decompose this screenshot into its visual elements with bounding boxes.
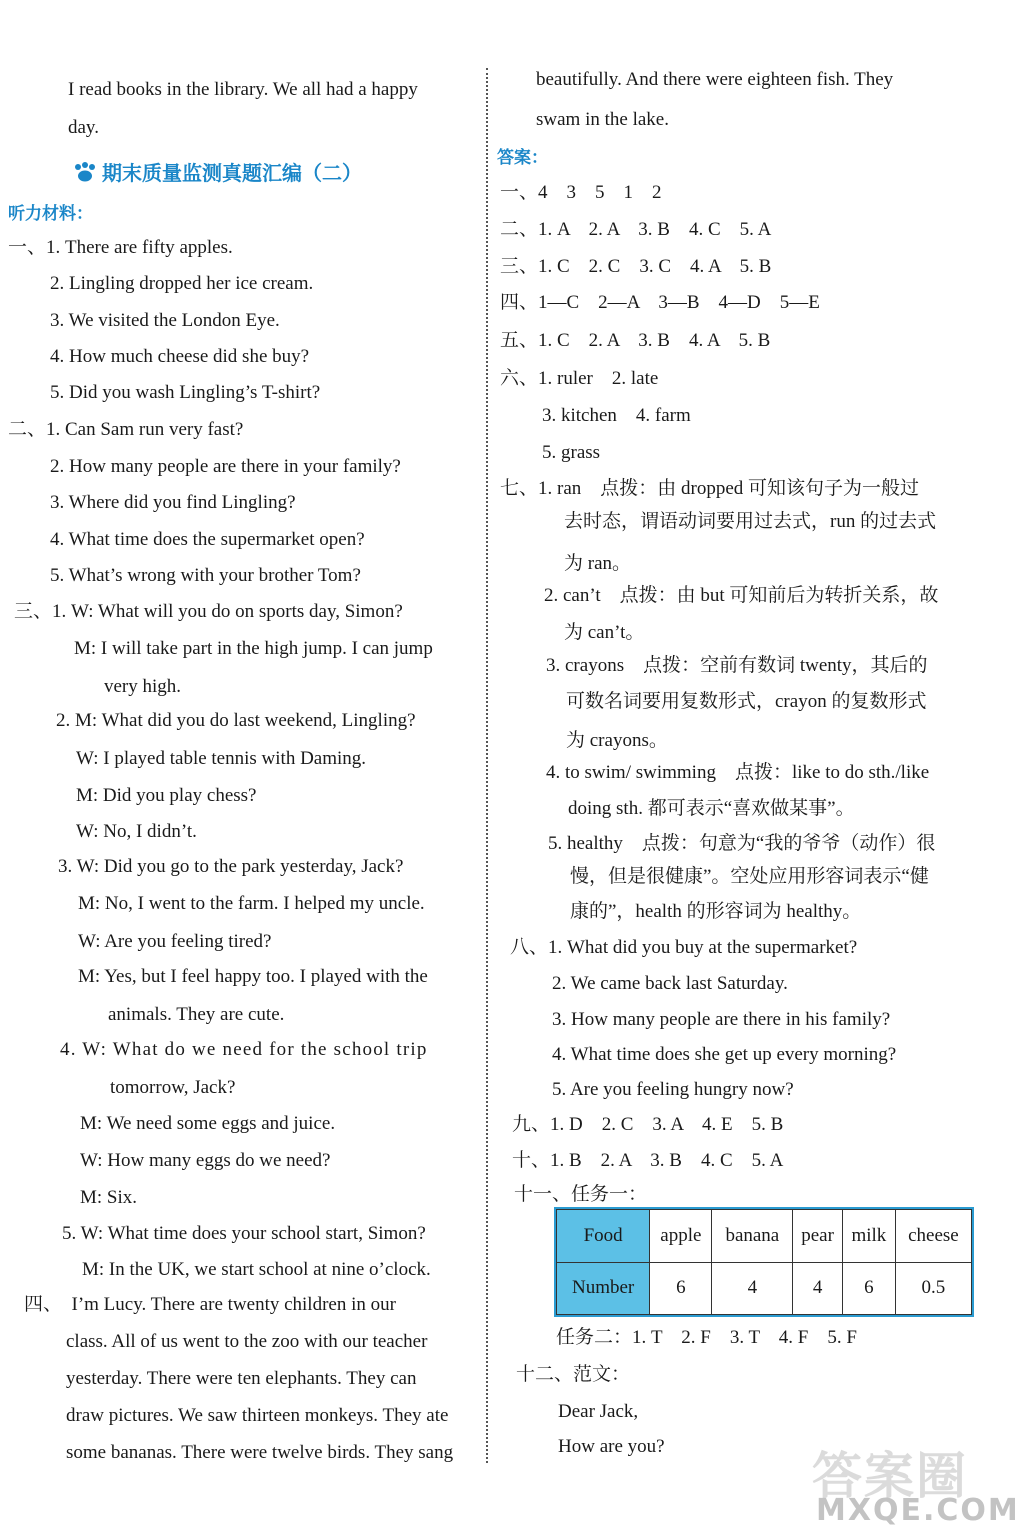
answer-line: 为 can’t。 bbox=[564, 622, 645, 643]
table-cell: apple bbox=[650, 1210, 712, 1263]
section-title-text: 期末质量监测真题汇编（二） bbox=[102, 161, 362, 185]
letter-line: Dear Jack, bbox=[558, 1401, 639, 1422]
answer-line: 去时态，谓语动词要用过去式，run 的过去式 bbox=[564, 511, 937, 532]
answer-line: 六、1. ruler 2. late bbox=[500, 368, 659, 389]
table-cell: pear bbox=[793, 1210, 843, 1263]
listening-line: 一、1. There are fifty apples. bbox=[8, 237, 233, 258]
table-cell: 0.5 bbox=[895, 1262, 971, 1315]
table-header-cell: Food bbox=[557, 1210, 650, 1263]
table-row bbox=[557, 1210, 972, 1263]
column-divider bbox=[486, 68, 488, 1463]
passage-line: yesterday. There were ten elephants. They can bbox=[66, 1368, 417, 1389]
dialog-line: 三、1. W: What will you do on sports day, Simon? bbox=[14, 601, 403, 622]
answer-line: 七、1. ran 点拨：由 dropped 可知该句子为一般过 bbox=[500, 478, 920, 499]
table-row bbox=[557, 1262, 972, 1315]
table-cell: cheese bbox=[895, 1210, 971, 1263]
listening-line: 4. What time does the supermarket open? bbox=[50, 529, 365, 550]
passage-line: draw pictures. We saw thirteen monkeys. They ate bbox=[66, 1405, 449, 1426]
table-cell: banana bbox=[712, 1210, 793, 1263]
dialog-line: 5. W: What time does your school start, Simon? bbox=[62, 1223, 426, 1244]
paw-icon bbox=[72, 161, 98, 183]
answer-line: 为 crayons。 bbox=[566, 730, 668, 751]
dialog-line: M: No, I went to the farm. I helped my uncle. bbox=[78, 893, 425, 914]
listening-label: 听力材料： bbox=[8, 204, 93, 224]
answers-label: 答案： bbox=[497, 148, 548, 168]
dialog-line: tomorrow, Jack? bbox=[110, 1077, 236, 1098]
table-cell: 4 bbox=[793, 1262, 843, 1315]
answer-line: 5. healthy 点拨：句意为“我的爷爷（动作）很 bbox=[548, 833, 936, 854]
answer-line: 八、1. What did you buy at the supermarket? bbox=[510, 937, 858, 958]
dialog-line: W: No, I didn’t. bbox=[76, 821, 197, 842]
table-cell: 6 bbox=[842, 1262, 895, 1315]
listening-line: 3. We visited the London Eye. bbox=[50, 310, 280, 331]
passage-line: class. All of us went to the zoo with our teacher bbox=[66, 1331, 428, 1352]
listening-line: 3. Where did you find Lingling? bbox=[50, 492, 296, 513]
table-cell: milk bbox=[842, 1210, 895, 1263]
listening-line: 2. Lingling dropped her ice cream. bbox=[50, 273, 314, 294]
answer-line: 3. kitchen 4. farm bbox=[542, 405, 691, 426]
dialog-line: M: Yes, but I feel happy too. I played with the bbox=[78, 966, 428, 987]
answer-line: 五、1. C 2. A 3. B 4. A 5. B bbox=[500, 330, 771, 351]
dialog-line: M: We need some eggs and juice. bbox=[80, 1113, 336, 1134]
listening-line: 2. How many people are there in your family? bbox=[50, 456, 401, 477]
answer-line: 三、1. C 2. C 3. C 4. A 5. B bbox=[500, 256, 772, 277]
dialog-line: 4. W: What do we need for the school trip bbox=[60, 1039, 428, 1060]
answer-line: 任务二：1. T 2. F 3. T 4. F 5. F bbox=[556, 1327, 857, 1348]
watermark-url: MXQE.COM bbox=[816, 1493, 1020, 1528]
dialog-line: W: Are you feeling tired? bbox=[78, 931, 272, 952]
answer-line: 2. can’t 点拨：由 but 可知前后为转折关系，故 bbox=[544, 585, 939, 606]
answer-line: 九、1. D 2. C 3. A 4. E 5. B bbox=[512, 1114, 784, 1135]
intro-line: I read books in the library. We all had a happy bbox=[68, 79, 418, 100]
listening-line: 二、1. Can Sam run very fast? bbox=[8, 419, 244, 440]
intro-line: beautifully. And there were eighteen fish. They bbox=[536, 69, 894, 90]
answer-line: 为 ran。 bbox=[564, 553, 632, 574]
watermark-logo: 答案圈 bbox=[812, 1447, 968, 1505]
dialog-line: W: How many eggs do we need? bbox=[80, 1150, 331, 1171]
dialog-line: 2. M: What did you do last weekend, Lingling? bbox=[56, 710, 416, 731]
answer-line: 可数名词要用复数形式，crayon 的复数形式 bbox=[566, 691, 927, 712]
answer-line: 康的”，health 的形容词为 healthy。 bbox=[570, 901, 862, 922]
answer-line: 2. We came back last Saturday. bbox=[552, 973, 788, 994]
answer-line: 4. to swim/ swimming 点拨：like to do sth./like bbox=[546, 762, 930, 783]
dialog-line: W: I played table tennis with Daming. bbox=[76, 748, 367, 769]
intro-line: swam in the lake. bbox=[536, 109, 669, 130]
listening-line: 4. How much cheese did she buy? bbox=[50, 346, 310, 367]
food-table bbox=[556, 1209, 972, 1315]
table-cell: 4 bbox=[712, 1262, 793, 1315]
answer-line: 3. How many people are there in his family? bbox=[552, 1009, 891, 1030]
listening-line: 5. What’s wrong with your brother Tom? bbox=[50, 565, 361, 586]
dialog-line: animals. They are cute. bbox=[108, 1004, 285, 1025]
section-title bbox=[72, 158, 362, 188]
passage-line: 四、 I’m Lucy. There are twenty children in our bbox=[24, 1294, 396, 1315]
answer-line: 5. grass bbox=[542, 442, 601, 463]
dialog-line: 3. W: Did you go to the park yesterday, Jack? bbox=[58, 856, 404, 877]
answer-line: 十一、任务一： bbox=[514, 1184, 648, 1205]
answer-line: 慢，但是很健康”。空处应用形容词表示“健 bbox=[570, 866, 929, 887]
answer-line: doing sth. 都可表示“喜欢做某事”。 bbox=[568, 798, 855, 819]
dialog-line: M: In the UK, we start school at nine o’clock. bbox=[82, 1259, 431, 1280]
answer-line: 四、1—C 2—A 3—B 4—D 5—E bbox=[500, 292, 820, 313]
intro-line: day. bbox=[68, 117, 99, 138]
table-header-cell: Number bbox=[557, 1262, 650, 1315]
letter-line: How are you? bbox=[558, 1436, 665, 1457]
answer-line: 4. What time does she get up every morning? bbox=[552, 1044, 897, 1065]
answer-line: 二、1. A 2. A 3. B 4. C 5. A bbox=[500, 219, 772, 240]
dialog-line: very high. bbox=[104, 676, 182, 697]
answer-line: 3. crayons 点拨：空前有数词 twenty，其后的 bbox=[546, 655, 928, 676]
table-cell: 6 bbox=[650, 1262, 712, 1315]
dialog-line: M: Did you play chess? bbox=[76, 785, 257, 806]
dialog-line: M: I will take part in the high jump. I can jump bbox=[74, 638, 433, 659]
listening-line: 5. Did you wash Lingling’s T-shirt? bbox=[50, 382, 321, 403]
passage-line: some bananas. There were twelve birds. They sang bbox=[66, 1442, 454, 1463]
dialog-line: M: Six. bbox=[80, 1187, 138, 1208]
answer-line: 十二、范文： bbox=[516, 1364, 631, 1385]
answer-line: 5. Are you feeling hungry now? bbox=[552, 1079, 794, 1100]
answer-line: 十、1. B 2. A 3. B 4. C 5. A bbox=[512, 1150, 784, 1171]
answer-line: 一、4 3 5 1 2 bbox=[500, 182, 662, 203]
